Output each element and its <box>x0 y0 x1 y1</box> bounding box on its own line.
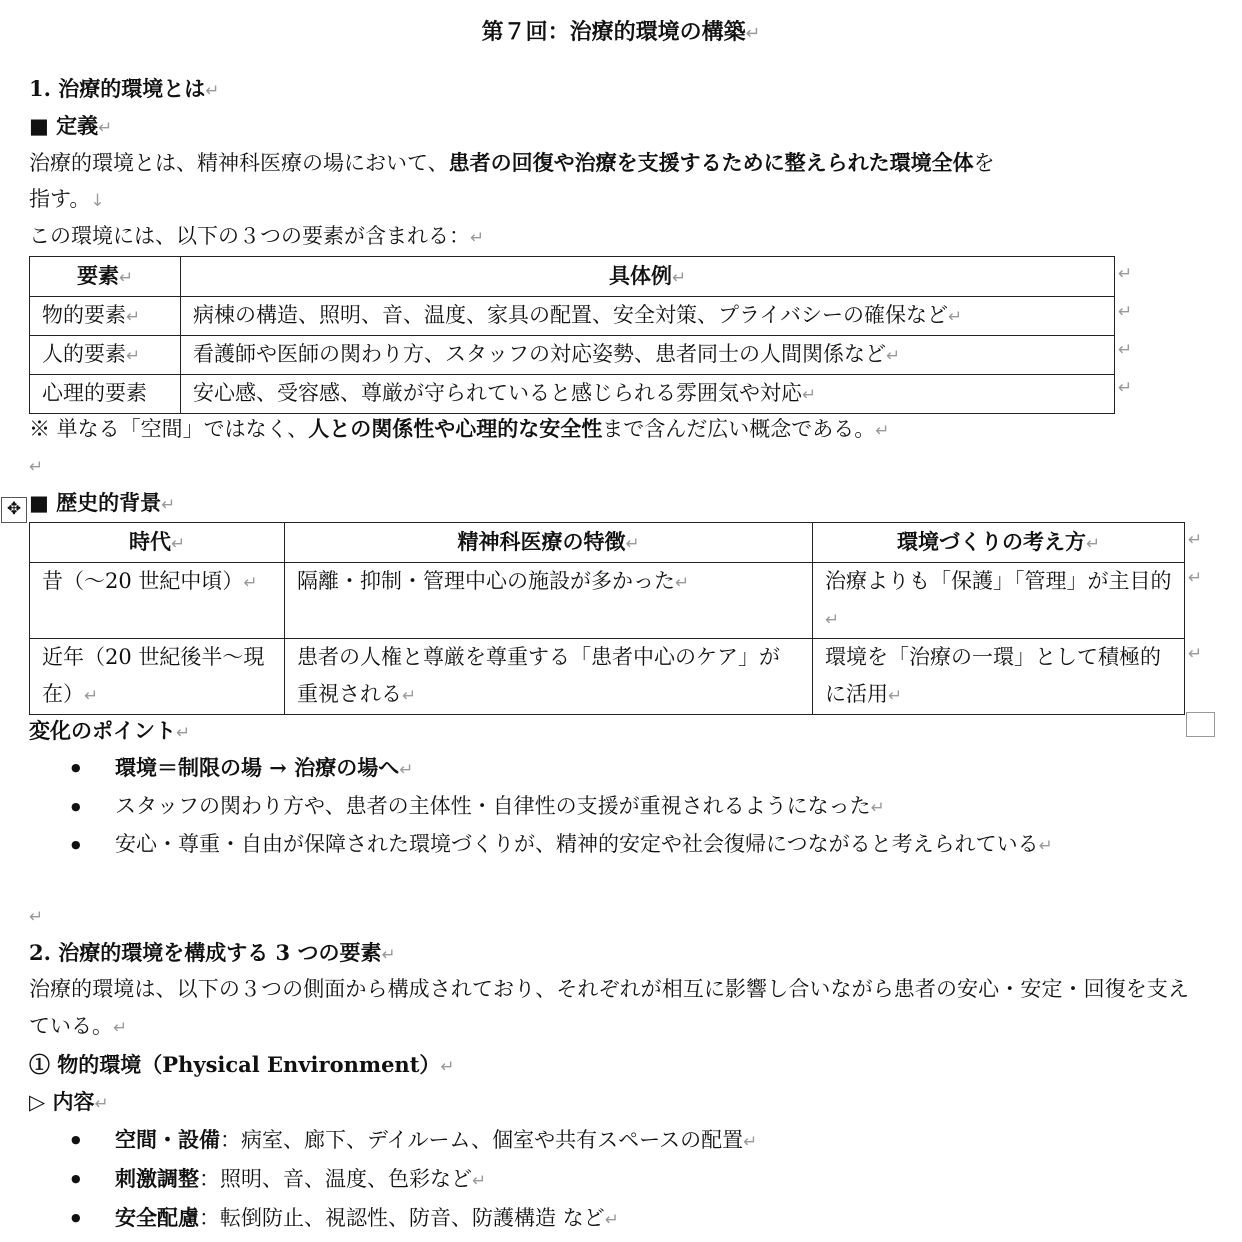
definition-paragraph-line1: 治療的環境とは、精神科医療の場において、患者の回復や治療を支援するために整えられた環境全体を <box>29 150 995 175</box>
note-line: ※ 単なる「空間」ではなく、人との関係性や心理的な安全性まで含んだ広い概念である。↵ <box>29 416 890 441</box>
list-item: ● 安全配慮：転倒防止、視認性、防音、防護構造 など↵ <box>29 1199 1189 1238</box>
table-header-cell: 要素↵ <box>30 257 181 297</box>
table-resize-handle[interactable] <box>1186 712 1215 737</box>
change-points-heading: 変化のポイント↵ <box>29 718 191 743</box>
table-cell: 治療よりも「保護」「管理」が主目的↵ <box>813 563 1185 639</box>
table-cell: 心理的要素 <box>30 375 181 414</box>
row-end-mark: ↵ <box>1188 644 1203 664</box>
table-header-cell: 環境づくりの考え方↵ <box>813 523 1185 563</box>
section-2-heading: 2. 治療的環境を構成する 3 つの要素↵ <box>29 940 396 965</box>
list-item: ● 安心・尊重・自由が保障された環境づくりが、精神的安定や社会復帰につながると考えられている↵ <box>29 826 1189 864</box>
list-item: ● 空間・設備：病室、廊下、デイルーム、個室や共有スペースの配置↵ <box>29 1121 1189 1160</box>
history-table <box>29 522 1185 715</box>
table-cell: 近年（20 世紀後半～現在）↵ <box>30 639 285 715</box>
table-row <box>30 297 1115 336</box>
change-points-list <box>29 749 1189 864</box>
empty-paragraph: ↵ <box>29 456 44 476</box>
row-end-mark: ↵ <box>1118 302 1133 322</box>
row-end-mark: ↵ <box>1188 530 1203 550</box>
row-end-mark: ↵ <box>1118 340 1133 360</box>
line-break-mark: ↓ <box>90 190 105 210</box>
row-end-mark: ↵ <box>1188 568 1203 588</box>
list-item: ● 環境＝制限の場 → 治療の場へ↵ <box>29 749 1189 788</box>
table-header-row <box>30 523 1185 563</box>
empty-paragraph: ↵ <box>29 906 44 926</box>
section-2-paragraph: 治療的環境は、以下の３つの側面から構成されており、それぞれが相互に影響し合いながら患者の安心・安定・回復を支えている。↵ <box>29 977 1189 1038</box>
table-cell: 患者の人権と尊厳を尊重する「患者中心のケア」が重視される↵ <box>285 639 813 715</box>
table-cell: 環境を「治療の一環」として積極的に活用↵ <box>813 639 1185 715</box>
table-cell: 物的要素↵ <box>30 297 181 336</box>
table-row <box>30 375 1115 414</box>
list-item: ● 刺激調整：照明、音、温度、色彩など↵ <box>29 1160 1189 1199</box>
physical-environment-heading: ① 物的環境（Physical Environment）↵ <box>29 1052 455 1077</box>
elements-intro: この環境には、以下の３つの要素が含まれる：↵ <box>29 224 485 248</box>
definition-paragraph-line2: 指す。↓ <box>29 187 105 211</box>
page-title: 第７回：治療的環境の構築↵ <box>481 19 761 45</box>
row-end-mark: ↵ <box>1118 378 1133 398</box>
table-header-cell: 時代↵ <box>30 523 285 563</box>
table-row <box>30 639 1185 715</box>
table-cell: 人的要素↵ <box>30 336 181 375</box>
definition-heading: ■ 定義↵ <box>29 113 113 138</box>
table-header-cell: 具体例↵ <box>181 257 1115 297</box>
section-1-heading: 1. 治療的環境とは↵ <box>29 76 220 101</box>
table-cell: 安心感、受容感、尊厳が守られていると感じられる雰囲気や対応↵ <box>181 375 1115 414</box>
table-cell: 病棟の構造、照明、音、温度、家具の配置、安全対策、プライバシーの確保など↵ <box>181 297 1115 336</box>
table-cell: 看護師や医師の関わり方、スタッフの対応姿勢、患者同士の人間関係など↵ <box>181 336 1115 375</box>
table-header-cell: 精神科医療の特徴↵ <box>285 523 813 563</box>
elements-table <box>29 256 1115 414</box>
row-end-mark: ↵ <box>1118 264 1133 284</box>
table-header-row <box>30 257 1115 297</box>
table-cell: 昔（～20 世紀中頃）↵ <box>30 563 285 639</box>
table-row <box>30 563 1185 639</box>
physical-items-list <box>29 1121 1189 1238</box>
table-cell: 隔離・抑制・管理中心の施設が多かった↵ <box>285 563 813 639</box>
list-item: ● スタッフの関わり方や、患者の主体性・自律性の支援が重視されるようになった↵ <box>29 788 1189 826</box>
content-heading: ▷ 内容↵ <box>29 1089 109 1114</box>
history-heading: ■ 歴史的背景↵ <box>29 490 176 515</box>
table-row <box>30 336 1115 375</box>
paragraph-mark: ↵ <box>745 24 761 44</box>
table-move-handle-icon[interactable]: ✥ <box>1 497 27 523</box>
